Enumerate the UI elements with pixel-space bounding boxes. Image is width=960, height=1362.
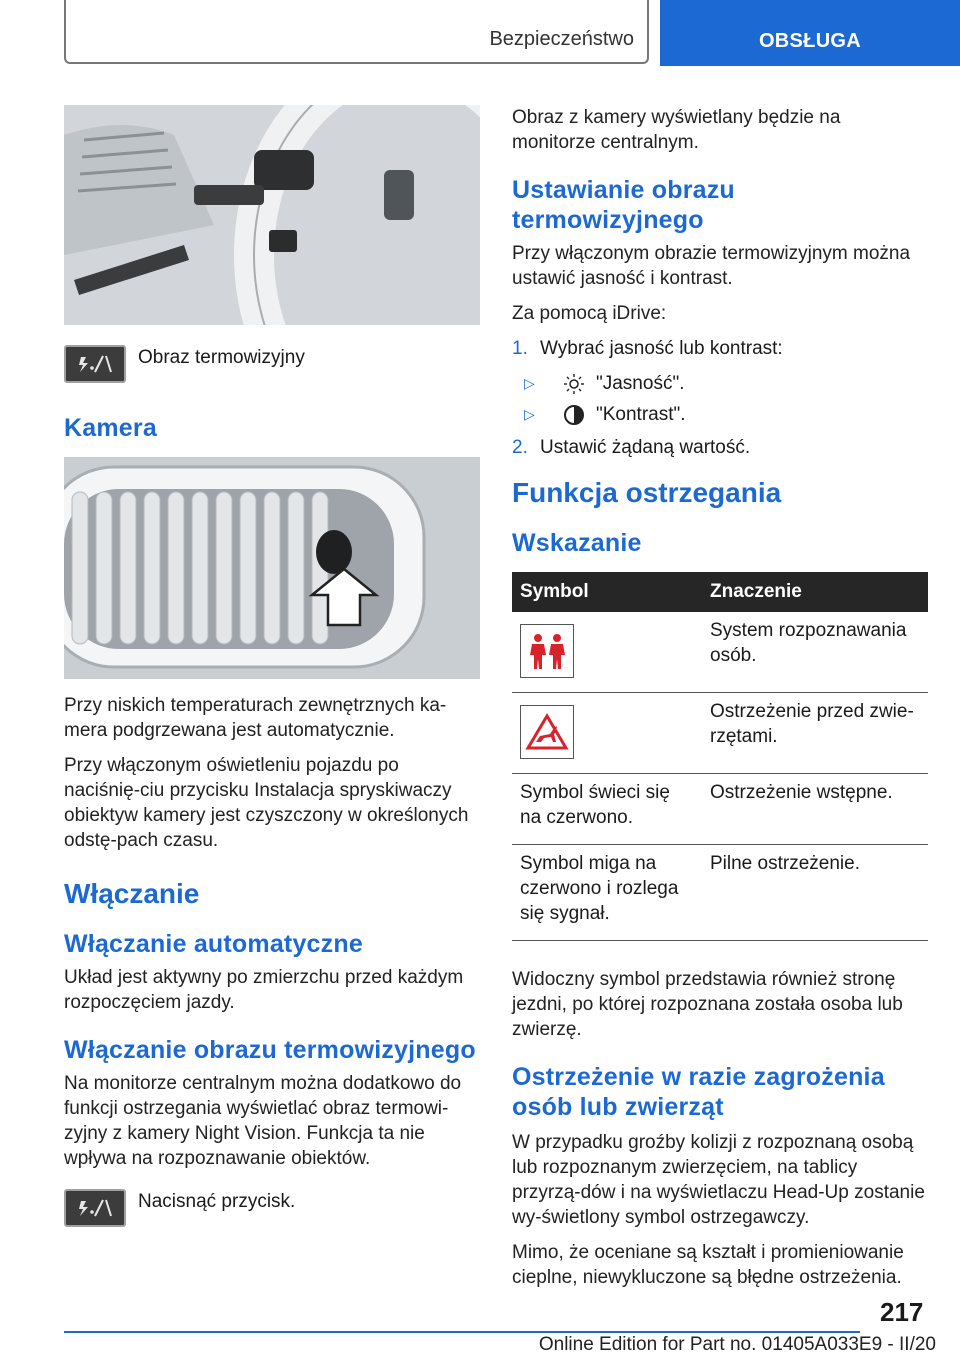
dashboard-photo bbox=[64, 105, 480, 325]
subitem-brightness[interactable]: ▷ "Jasność". bbox=[524, 373, 685, 394]
meaning-urgent-warning: Pilne ostrzeżenie. bbox=[702, 845, 928, 941]
press-button-caption: Nacisnąć przycisk. bbox=[138, 1191, 296, 1212]
table-header-symbol: Symbol bbox=[512, 572, 702, 612]
subitem-contrast[interactable]: ▷ "Kontrast". bbox=[524, 404, 686, 425]
person-detection-icon bbox=[520, 624, 574, 678]
camera-grille-photo bbox=[64, 457, 480, 679]
grille-illustration bbox=[64, 457, 480, 679]
symbol-steady-red: Symbol świeci się na czerwono. bbox=[512, 774, 702, 845]
page-number: 217 bbox=[880, 1297, 924, 1327]
thermal-button-caption: Obraz termowizyjny bbox=[138, 347, 305, 368]
table-row bbox=[512, 612, 928, 693]
left-column bbox=[64, 105, 480, 1227]
heading-auto-on: Włączanie automatyczne bbox=[64, 930, 363, 958]
meaning-pre-warning: Ostrzeżenie wstępne. bbox=[702, 774, 928, 845]
triangle-bullet-icon: ▷ bbox=[524, 375, 535, 391]
symbol-table bbox=[512, 572, 928, 941]
night-vision-button-icon bbox=[64, 345, 126, 383]
heading-thermal-on: Włączanie obrazu termowizyjnego bbox=[64, 1036, 476, 1064]
sun-brightness-icon bbox=[562, 373, 586, 395]
heading-warning-function: Funkcja ostrzegania bbox=[512, 477, 782, 508]
thermal-button-row-2 bbox=[64, 1189, 480, 1227]
adjust-text: Przy włączonym obrazie termowizyjnym można ustawić jasność i kontrast. bbox=[512, 243, 911, 289]
collision-warning-text: W przypadku groźby kolizji z rozpoznaną osobą lub rozpoznanym zwierzęciem, na tablicy przyrzą-dów i na wyświetlaczu Head-Up zostanie wy-świetlony symbol ostrzegawczy. bbox=[512, 1132, 925, 1228]
meaning-person-detection: System rozpoznawania osób. bbox=[702, 612, 928, 693]
heading-danger-warning: Ostrzeżenie w razie zagrożenia osób lub zwierząt bbox=[512, 1063, 885, 1121]
table-header-meaning: Znaczenie bbox=[702, 572, 928, 612]
step-2: 2. Ustawić żądaną wartość. bbox=[512, 437, 751, 458]
camera-heating-text: Przy niskich temperaturach zewnętrznych ka-mera podgrzewana jest automatycznie. bbox=[64, 695, 447, 741]
monitor-intro-text: Obraz z kamery wyświetlany będzie na monitorze centralnym. bbox=[512, 107, 841, 153]
animal-warning-icon bbox=[520, 705, 574, 759]
heading-camera: Kamera bbox=[64, 414, 157, 442]
contrast-icon bbox=[562, 404, 586, 426]
night-vision-button-icon-2 bbox=[64, 1189, 126, 1227]
footer-divider bbox=[64, 1331, 860, 1333]
header-tab-obsluga[interactable]: OBSŁUGA bbox=[660, 0, 960, 66]
false-warning-text: Mimo, że oceniane są kształt i promieniowanie cieplne, niewykluczone są błędne ostrzeżenia. bbox=[512, 1242, 904, 1288]
heading-display: Wskazanie bbox=[512, 529, 642, 557]
step-1: 1. Wybrać jasność lub kontrast: bbox=[512, 338, 783, 359]
thermal-button-row bbox=[64, 345, 480, 383]
symbol-flashing-red: Symbol miga na czerwono i rozlega się sygnał. bbox=[512, 845, 702, 941]
idrive-text: Za pomocą iDrive: bbox=[512, 303, 667, 324]
side-of-road-text: Widoczny symbol przedstawia również stronę jezdni, po której rozpoznana została osoba lub zwierzę. bbox=[512, 969, 903, 1040]
table-row bbox=[512, 845, 928, 941]
meaning-animal-warning: Ostrzeżenie przed zwie-rzętami. bbox=[702, 693, 928, 774]
thermal-on-text: Na monitorze centralnym można dodatkowo do funkcji ostrzegania wyświetlać obraz termowi-zyjny z kamery Night Vision. Funkcja ta nie wpływa na rozpoznawanie obiektów. bbox=[64, 1073, 462, 1169]
heading-adjust-thermal: Ustawianie obrazu termowizyjnego bbox=[512, 176, 735, 234]
table-row bbox=[512, 693, 928, 774]
dashboard-illustration bbox=[64, 105, 480, 325]
table-row bbox=[512, 774, 928, 845]
header-section-title: Bezpieczeństwo bbox=[489, 28, 634, 50]
footer-edition: Online Edition for Part no. 01405A033E9 - II/20 bbox=[538, 1334, 936, 1355]
steps-list bbox=[512, 336, 928, 460]
camera-cleaning-text: Przy włączonym oświetleniu pojazdu po naciśnię-ciu przycisku Instalacja spryskiwaczy obiektyw kamery jest czyszczony w określonych odstę-pach czasu. bbox=[64, 755, 469, 851]
right-column bbox=[512, 105, 928, 1290]
heading-switching-on: Włączanie bbox=[64, 878, 200, 909]
auto-on-text: Układ jest aktywny po zmierzchu przed każdym rozpoczęciem jazdy. bbox=[64, 967, 464, 1013]
triangle-bullet-icon: ▷ bbox=[524, 406, 535, 422]
